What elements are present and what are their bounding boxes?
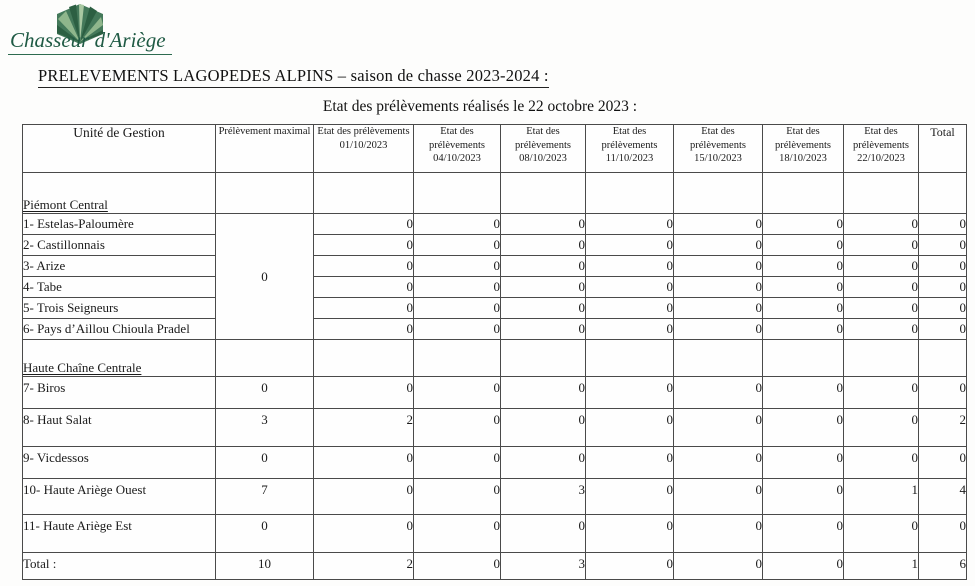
prelevement-value-cell: 0: [674, 409, 763, 447]
prelevement-value-cell: 0: [586, 479, 674, 515]
row-total-cell: 4: [919, 479, 967, 515]
unit-row: [23, 515, 967, 553]
unit-name-cell: 9- Vicdessos: [23, 447, 216, 479]
prelevement-value-cell: 0: [314, 277, 414, 298]
empty-cell: [919, 340, 967, 377]
row-total-cell: 0: [919, 277, 967, 298]
empty-cell: [501, 173, 586, 214]
empty-cell: [414, 173, 501, 214]
brand-name: Chasseur d'Ariège: [8, 28, 172, 55]
unit-name-cell: 11- Haute Ariège Est: [23, 515, 216, 553]
prelevement-value-cell: 0: [763, 515, 844, 553]
prelevement-value-cell: 1: [844, 479, 919, 515]
column-header: Etat des prélèvements 22/10/2023: [844, 125, 919, 173]
section-row: [23, 173, 967, 214]
prelevement-value-cell: 0: [586, 214, 674, 235]
unit-name-cell: 8- Haut Salat: [23, 409, 216, 447]
prelevement-value-cell: 0: [414, 409, 501, 447]
prelevement-value-cell: 0: [674, 553, 763, 580]
prelevement-value-cell: 0: [763, 319, 844, 340]
prelevement-value-cell: 0: [414, 479, 501, 515]
total-row: [23, 553, 967, 580]
row-total-cell: 6: [919, 553, 967, 580]
empty-cell: [763, 173, 844, 214]
prelevement-value-cell: 0: [314, 256, 414, 277]
unit-row: [23, 256, 967, 277]
prelevement-value-cell: 0: [844, 319, 919, 340]
prelevement-value-cell: 2: [314, 553, 414, 580]
prelevement-value-cell: 0: [501, 377, 586, 409]
prelevement-value-cell: 0: [586, 515, 674, 553]
prelevements-table: [22, 124, 967, 580]
prelevement-value-cell: 0: [586, 447, 674, 479]
unit-row: [23, 277, 967, 298]
prelevement-value-cell: 0: [586, 377, 674, 409]
prelevement-value-cell: 0: [501, 256, 586, 277]
prelevement-value-cell: 0: [414, 319, 501, 340]
empty-cell: [919, 173, 967, 214]
prelevement-value-cell: 0: [414, 515, 501, 553]
max-prelevement-cell: 0: [216, 515, 314, 553]
column-header: Etat des prélèvements 01/10/2023: [314, 125, 414, 173]
prelevement-value-cell: 0: [501, 235, 586, 256]
section-label: Piémont Central: [23, 173, 216, 214]
prelevement-value-cell: 0: [501, 447, 586, 479]
prelevement-value-cell: 0: [674, 298, 763, 319]
prelevement-value-cell: 2: [314, 409, 414, 447]
brand-logo: [8, 2, 228, 58]
empty-cell: [314, 173, 414, 214]
prelevement-value-cell: 0: [414, 256, 501, 277]
prelevement-value-cell: 0: [763, 447, 844, 479]
prelevement-value-cell: 0: [763, 256, 844, 277]
prelevement-value-cell: 0: [314, 515, 414, 553]
prelevement-value-cell: 0: [674, 515, 763, 553]
prelevement-value-cell: 0: [674, 377, 763, 409]
empty-cell: [844, 340, 919, 377]
prelevement-value-cell: 0: [763, 298, 844, 319]
column-header: Total: [919, 125, 967, 173]
prelevement-value-cell: 3: [501, 553, 586, 580]
prelevement-value-cell: 0: [586, 553, 674, 580]
unit-name-cell: 7- Biros: [23, 377, 216, 409]
row-total-cell: 0: [919, 235, 967, 256]
prelevement-value-cell: 0: [501, 319, 586, 340]
prelevement-value-cell: 0: [674, 479, 763, 515]
prelevement-value-cell: 0: [414, 298, 501, 319]
prelevement-value-cell: 0: [314, 235, 414, 256]
unit-row: [23, 235, 967, 256]
row-total-cell: 0: [919, 298, 967, 319]
prelevement-value-cell: 0: [844, 214, 919, 235]
unit-row: [23, 377, 967, 409]
prelevement-value-cell: 0: [844, 277, 919, 298]
prelevement-value-cell: 0: [763, 553, 844, 580]
prelevement-value-cell: 0: [414, 277, 501, 298]
prelevement-value-cell: 0: [674, 235, 763, 256]
max-prelevement-cell: 3: [216, 409, 314, 447]
prelevement-value-cell: 0: [414, 447, 501, 479]
column-header: Prélèvement maximal: [216, 125, 314, 173]
prelevement-value-cell: 0: [844, 298, 919, 319]
prelevement-value-cell: 0: [501, 277, 586, 298]
unit-row: [23, 319, 967, 340]
column-header: Etat des prélèvements 11/10/2023: [586, 125, 674, 173]
row-total-cell: 0: [919, 214, 967, 235]
empty-cell: [501, 340, 586, 377]
empty-cell: [586, 340, 674, 377]
prelevement-value-cell: 0: [586, 319, 674, 340]
prelevement-value-cell: 0: [763, 235, 844, 256]
row-total-cell: 0: [919, 515, 967, 553]
unit-row: [23, 409, 967, 447]
unit-name-cell: 3- Arize: [23, 256, 216, 277]
column-header: Etat des prélèvements 18/10/2023: [763, 125, 844, 173]
column-header: Etat des prélèvements 08/10/2023: [501, 125, 586, 173]
max-prelevement-cell: 7: [216, 479, 314, 515]
unit-name-cell: 4- Tabe: [23, 277, 216, 298]
prelevement-value-cell: 0: [414, 214, 501, 235]
total-label-cell: Total :: [23, 553, 216, 580]
prelevement-value-cell: 0: [414, 553, 501, 580]
prelevement-value-cell: 0: [763, 377, 844, 409]
prelevement-value-cell: 0: [844, 235, 919, 256]
row-total-cell: 0: [919, 447, 967, 479]
column-header: Etat des prélèvements 15/10/2023: [674, 125, 763, 173]
empty-cell: [216, 340, 314, 377]
prelevement-value-cell: 0: [414, 235, 501, 256]
prelevement-value-cell: 0: [763, 479, 844, 515]
unit-row: [23, 447, 967, 479]
prelevement-value-cell: 0: [501, 214, 586, 235]
max-prelevement-cell: 0: [216, 377, 314, 409]
unit-name-cell: 6- Pays d’Aillou Chioula Pradel: [23, 319, 216, 340]
max-prelevement-cell: 0: [216, 447, 314, 479]
row-total-cell: 0: [919, 377, 967, 409]
column-header: Etat des prélèvements 04/10/2023: [414, 125, 501, 173]
empty-cell: [674, 173, 763, 214]
prelevement-value-cell: 0: [586, 235, 674, 256]
prelevement-value-cell: 0: [674, 319, 763, 340]
prelevement-value-cell: 0: [674, 277, 763, 298]
empty-cell: [674, 340, 763, 377]
max-prelevement-cell: 10: [216, 553, 314, 580]
unit-row: [23, 214, 967, 235]
row-total-cell: 0: [919, 256, 967, 277]
prelevement-value-cell: 0: [314, 479, 414, 515]
prelevement-value-cell: 0: [586, 298, 674, 319]
max-prelevement-cell: 0: [216, 214, 314, 340]
unit-name-cell: 10- Haute Ariège Ouest: [23, 479, 216, 515]
empty-cell: [414, 340, 501, 377]
prelevement-value-cell: 0: [314, 377, 414, 409]
prelevement-value-cell: 0: [314, 319, 414, 340]
prelevement-value-cell: 0: [586, 409, 674, 447]
unit-name-cell: 1- Estelas-Paloumère: [23, 214, 216, 235]
prelevement-value-cell: 0: [674, 256, 763, 277]
prelevement-value-cell: 0: [763, 277, 844, 298]
prelevement-value-cell: 0: [674, 447, 763, 479]
row-total-cell: 2: [919, 409, 967, 447]
section-row: [23, 340, 967, 377]
prelevement-value-cell: 0: [314, 214, 414, 235]
prelevement-value-cell: 0: [501, 515, 586, 553]
table-header-row: [23, 125, 967, 173]
prelevement-value-cell: 0: [763, 409, 844, 447]
prelevement-value-cell: 0: [844, 447, 919, 479]
section-label: Haute Chaîne Centrale: [23, 340, 216, 377]
empty-cell: [763, 340, 844, 377]
empty-cell: [216, 173, 314, 214]
prelevement-value-cell: 3: [501, 479, 586, 515]
document-title: PRELEVEMENTS LAGOPEDES ALPINS – saison de chasse 2023-2024 :: [38, 66, 549, 88]
prelevement-value-cell: 0: [501, 409, 586, 447]
prelevement-value-cell: 0: [586, 277, 674, 298]
prelevement-value-cell: 0: [844, 515, 919, 553]
empty-cell: [844, 173, 919, 214]
empty-cell: [314, 340, 414, 377]
prelevement-value-cell: 0: [844, 256, 919, 277]
unit-name-cell: 2- Castillonnais: [23, 235, 216, 256]
report-date-subtitle: Etat des prélèvements réalisés le 22 octobre 2023 :: [322, 98, 638, 115]
prelevement-value-cell: 1: [844, 553, 919, 580]
row-total-cell: 0: [919, 319, 967, 340]
unit-row: [23, 479, 967, 515]
unit-row: [23, 298, 967, 319]
prelevement-value-cell: 0: [844, 409, 919, 447]
prelevement-value-cell: 0: [586, 256, 674, 277]
prelevement-value-cell: 0: [674, 214, 763, 235]
unit-name-cell: 5- Trois Seigneurs: [23, 298, 216, 319]
prelevement-value-cell: 0: [763, 214, 844, 235]
empty-cell: [586, 173, 674, 214]
prelevement-value-cell: 0: [501, 298, 586, 319]
prelevement-value-cell: 0: [314, 298, 414, 319]
prelevement-value-cell: 0: [314, 447, 414, 479]
prelevement-value-cell: 0: [414, 377, 501, 409]
column-header: Unité de Gestion: [23, 125, 216, 173]
prelevement-value-cell: 0: [844, 377, 919, 409]
